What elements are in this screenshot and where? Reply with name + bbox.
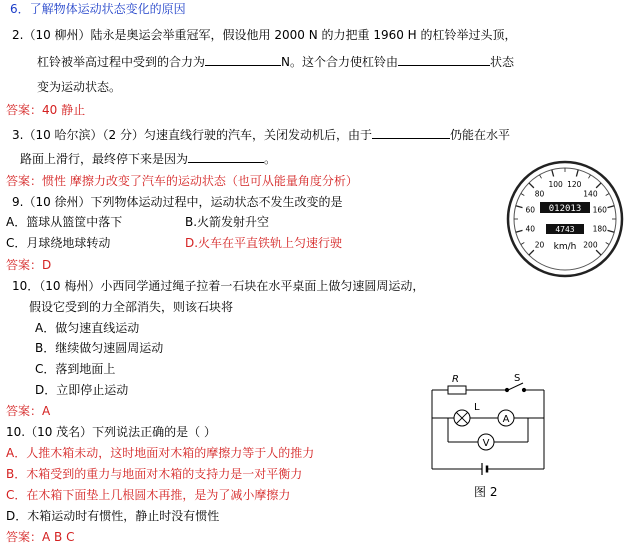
voltmeter-label: V <box>482 438 490 449</box>
speedometer-tick-label: 20 <box>534 240 545 250</box>
q3-line1 <box>12 126 510 143</box>
section-title: 6．了解物体运动状态变化的原因 <box>10 2 186 16</box>
q2-text-line2a: 杠铃被举高过程中受到的合力为 <box>37 55 206 69</box>
speedometer-tick-label: 60 <box>525 205 536 215</box>
circuit-diagram <box>428 372 548 487</box>
q3-line2 <box>20 150 276 167</box>
q9-stem <box>12 194 343 210</box>
q10b-option-c: C．在木箱下面垫上几根圆木再推，是为了减小摩擦力 <box>6 488 291 502</box>
q10a-text-line1: （10 梅州）小西同学通过绳子拉着一石块在水平桌面上做匀速圆周运动， <box>39 279 425 293</box>
figure-caption: 图 2 <box>474 485 498 499</box>
q9-text: （10 徐州）下列物体运动过程中，运动状态不发生改变的是 <box>23 195 343 209</box>
q3-blank-1 <box>372 126 450 139</box>
speedometer-tick-label: 140 <box>583 189 598 199</box>
q2-text-line2b: N。这个合力使杠铃由 <box>281 55 398 69</box>
q2-blank-2 <box>398 53 490 66</box>
lamp-label: L <box>474 402 480 413</box>
q3-text-line1a: （10 哈尔滨）（2 分）匀速直线行驶的汽车，关闭发动机后，由于 <box>23 128 372 142</box>
q10b-option-d: D．木箱运动时有惯性，静止时没有惯性 <box>6 509 220 523</box>
switch-symbol <box>508 383 523 390</box>
q3-number: 3. <box>12 128 24 142</box>
speedometer-figure <box>506 160 624 278</box>
q3-text-line1b: 仍能在水平 <box>450 128 511 142</box>
trip-reading: 4743 <box>555 225 575 234</box>
q10b-option-a: A．人推木箱未动，这时地面对木箱的摩擦力等于人的推力 <box>6 446 315 460</box>
q3-answer: 答案：惯性 摩擦力改变了汽车的运动状态（也可从能量角度分析） <box>6 174 358 188</box>
q2-blank-1 <box>205 53 281 66</box>
q10a-line2: 假设它受到的力全部消失，则该石块将 <box>29 300 234 314</box>
q9-answer: 答案：D <box>6 258 52 272</box>
q10a-option-a: A．做匀速直线运动 <box>35 321 140 335</box>
speedometer-tick-label: 200 <box>583 240 598 250</box>
q9-option-c: C．月球绕地球转动 <box>6 236 111 250</box>
q2-answer: 答案：40 静止 <box>6 103 86 117</box>
q2-line2 <box>37 53 514 70</box>
q10a-answer: 答案：A <box>6 404 51 418</box>
q10a-number: 10． <box>12 279 40 293</box>
q3-text-line2a: 路面上滑行，最终停下来是因为 <box>20 152 189 166</box>
switch-label: S <box>514 373 521 384</box>
speedometer-tick-label: 160 <box>592 205 607 215</box>
q10b-stem <box>6 424 216 440</box>
q10a-line1 <box>12 278 424 294</box>
speedometer-tick-label: 120 <box>567 180 582 190</box>
q2-number: 2. <box>12 28 24 42</box>
q2-line3: 变为运动状态。 <box>37 80 122 94</box>
ammeter-label: A <box>502 414 510 425</box>
q9-option-a: A．篮球从篮筐中落下 <box>6 215 123 229</box>
speedometer-tick-label: 80 <box>534 189 545 199</box>
q3-blank-2 <box>188 150 264 163</box>
q3-text-line2b: 。 <box>264 152 277 166</box>
q2-line1 <box>12 27 517 43</box>
q10b-option-b: B．木箱受到的重力与地面对木箱的支持力是一对平衡力 <box>6 467 303 481</box>
resistor-label: R <box>452 374 459 385</box>
q9-option-d: D.火车在平直铁轨上匀速行驶 <box>185 236 343 250</box>
resistor-symbol <box>448 386 466 394</box>
q10a-option-c: C．落到地面上 <box>35 362 116 376</box>
speed-unit: km/h <box>553 242 577 252</box>
q2-text-line1: （10 柳州）陆永是奥运会举重冠军，假设他用 2000 N 的力把重 1960 H 的杠铃举过头顶， <box>23 28 517 42</box>
q10a-option-b: B．继续做匀速圆周运动 <box>35 341 164 355</box>
q10b-answer: 答案：A B C <box>6 530 75 544</box>
q10a-option-d: D．立即停止运动 <box>35 383 129 397</box>
q10b-number: 10. <box>6 425 26 439</box>
speedometer-tick-label: 100 <box>548 180 563 190</box>
speedometer-tick-label: 40 <box>525 224 536 234</box>
q9-option-b: B.火箭发射升空 <box>185 215 270 229</box>
q10b-text: （10 茂名）下列说法正确的是（ ） <box>25 425 216 439</box>
q9-number: 9. <box>12 195 24 209</box>
odometer-reading: 012013 <box>548 204 582 214</box>
speedometer-tick-label: 180 <box>592 224 607 234</box>
q2-text-line2c: 状态 <box>490 55 515 69</box>
